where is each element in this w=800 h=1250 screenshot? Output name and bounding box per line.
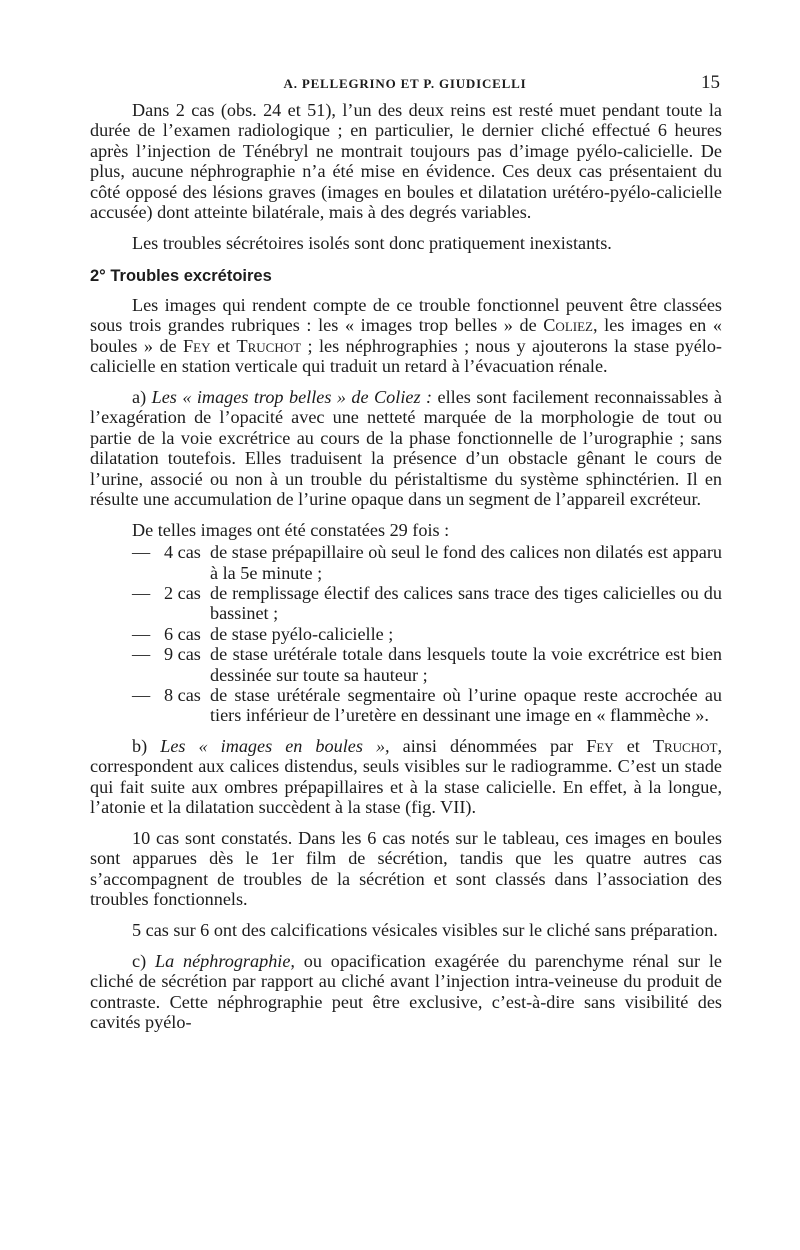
list-item: — 2 cas de remplissage électif des calices sans trace des tiges calicielles ou du bassinet ; bbox=[132, 583, 722, 624]
author-name: Truchot bbox=[236, 335, 302, 356]
list-item: — 6 cas de stase pyélo-calicielle ; bbox=[132, 623, 394, 644]
subsection-title: Les « images trop belles » de Coliez : bbox=[151, 386, 433, 407]
subsection-title: Les « images en boules », bbox=[160, 735, 390, 756]
paragraph: 5 cas sur 6 ont des calcifications vésicales visibles sur le cliché sans préparation. bbox=[132, 920, 718, 941]
author-name: Fey bbox=[586, 735, 614, 756]
case-list bbox=[90, 542, 722, 726]
author-name: Coliez bbox=[543, 315, 593, 336]
paragraph: b) Les « images en boules », ainsi dénommées par Fey et Truchot, correspondent aux calices distendus, seuls visibles sur le radiogramme. C’est un stade qui fait suite aux ombres prépapillaires et à la stase calicielle. En effet, à la longue, l’atonie et la dilatation succèdent à la stase (fig. VII). bbox=[90, 735, 722, 818]
section-heading: 2° Troubles excrétoires bbox=[90, 267, 272, 286]
author-name: Truchot bbox=[652, 735, 718, 756]
body-text bbox=[90, 100, 722, 1033]
page-number: 15 bbox=[701, 72, 720, 93]
paragraph: c) La néphrographie, ou opacification exagérée du parenchyme rénal sur le cliché de sécrétion par rapport au cliché avant l’injection intra-veineuse du produit de contraste. Cette néphrographie peut être exclusive, c’est-à-dire sans visibilité des cavités pyélo- bbox=[90, 951, 722, 1033]
paragraph: a) Les « images trop belles » de Coliez : elles sont facilement reconnaissables à l’exagération de l’opacité avec une netteté marquée de la morphologie de tout ou partie de la voie excrétrice au cours de la phase fonctionnelle de l’urographie ; sans dilatation toutefois. Elles traduisent la présence d’un obstacle gênant le cours de l’urine, associé ou non à un trouble du péristaltisme du système sphinctérien. Il en résulte une accumulation de l’urine opaque dans un segment de l’appareil excréteur. bbox=[90, 386, 722, 509]
list-item: — 9 cas de stase urétérale totale dans lesquels toute la voie excrétrice est bien dessinée sur toute sa hauteur ; bbox=[132, 644, 722, 685]
running-head: A. PELLEGRINO ET P. GIUDICELLI bbox=[283, 76, 527, 91]
paragraph: 10 cas sont constatés. Dans les 6 cas notés sur le tableau, ces images en boules sont apparues dès le 1er film de sécrétion, tandis que les quatre autres cas s’accompagnent de troubles de la sécrétion et sont classés dans l’association des troubles fonctionnels. bbox=[90, 828, 722, 910]
list-item: — 8 cas de stase urétérale segmentaire où l’urine opaque reste accrochée au tiers inférieur de l’uretère en dessinant une image en « flammèche ». bbox=[132, 685, 722, 726]
subsection-title: La néphrographie, bbox=[154, 951, 295, 972]
paragraph: De telles images ont été constatées 29 fois : bbox=[132, 519, 450, 540]
author-name: Fey bbox=[183, 335, 211, 356]
paragraph: Les troubles sécrétoires isolés sont donc pratiquement inexistants. bbox=[132, 232, 612, 253]
list-item: — 4 cas de stase prépapillaire où seul le fond des calices non dilatés est apparu à la 5e minute ; bbox=[132, 542, 722, 583]
paragraph: Dans 2 cas (obs. 24 et 51), l’un des deux reins est resté muet pendant toute la durée de l’examen radiologique ; en particulier, le dernier cliché effectué 6 heures après l’injection de Ténébryl ne montrait toujours pas d’image pyélo-calicielle. De plus, aucune néphrographie n’a été mise en évidence. Ces deux cas présentaient du côté opposé des lésions graves (images en boules et dilatation urétéro-pyélo-calicielle accusée) dont atteinte bilatérale, mais à des degrés variables. bbox=[90, 100, 722, 223]
page-header bbox=[90, 72, 720, 96]
paragraph: Les images qui rendent compte de ce trouble fonctionnel peuvent être classées sous trois grandes rubriques : les « images trop belles » de Coliez, les images en « boules » de Fey et Truchot ; les néphrographies ; nous y ajouterons la stase pyélo-calicielle en station verticale qui traduit un retard à l’évacuation rénale. bbox=[90, 294, 722, 376]
